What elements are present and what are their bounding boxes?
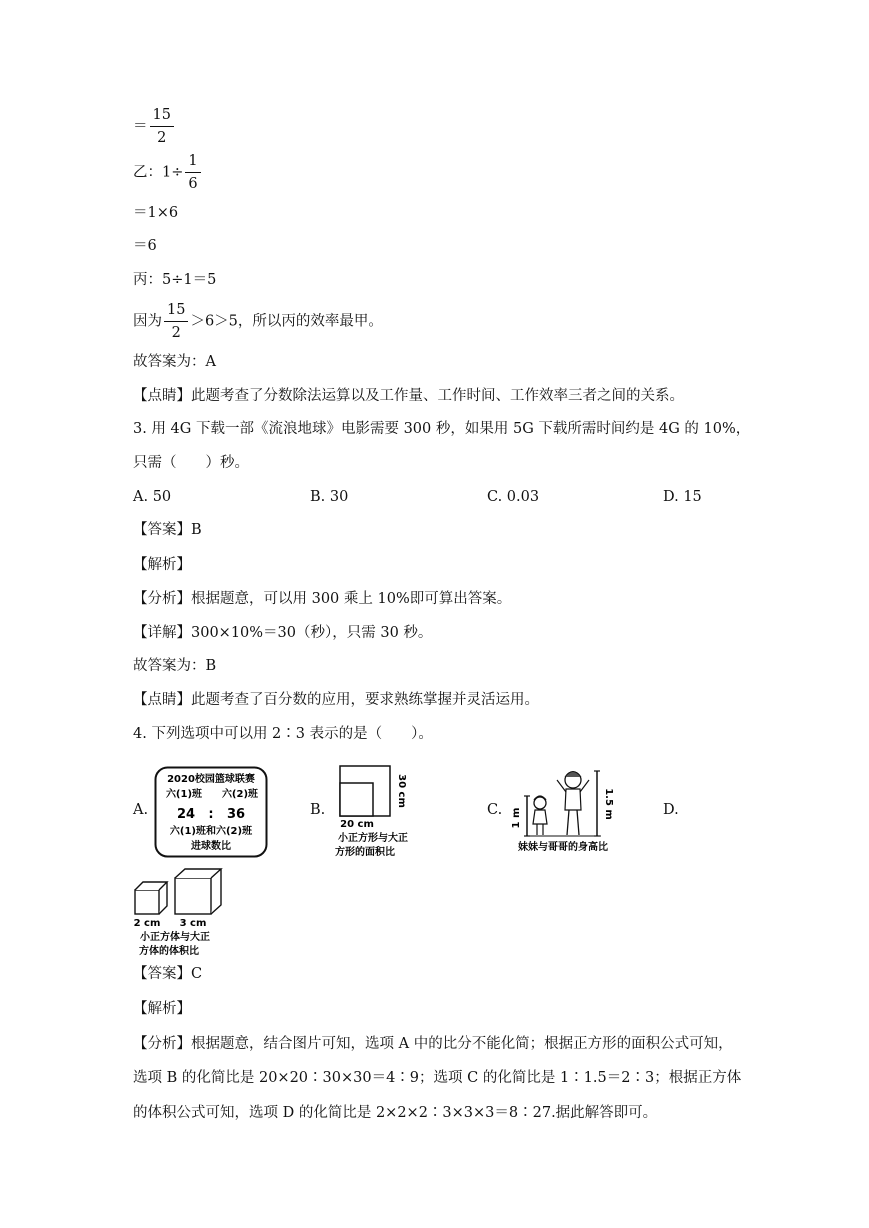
sister-height-label: 1 m <box>511 807 522 829</box>
q4-answer: 【答案】C <box>133 966 203 982</box>
q3-guda: 故答案为：B <box>133 658 217 674</box>
brother-height-label: 1.5 m <box>603 788 614 820</box>
equation-line-5: 丙：5÷1＝5 <box>133 272 217 288</box>
q3-dianjing: 【点睛】此题考查了百分数的应用，要求熟练掌握并灵活运用。 <box>133 692 539 708</box>
equation-line-4: ＝6 <box>133 238 157 254</box>
fraction-denominator: 2 <box>157 130 167 146</box>
fraction-denominator: 6 <box>188 176 198 192</box>
q4-stem: 4. 下列选项中可以用 2∶3 表示的是（ ）。 <box>133 726 433 742</box>
answer-line: 故答案为：A <box>133 354 216 370</box>
figure-b-squares <box>335 764 415 859</box>
large-cube-label: 3 cm <box>179 918 207 929</box>
q3-option-b: B. 30 <box>310 489 349 505</box>
q3-fenxi: 【分析】根据题意，可以用 300 乘上 10%即可算出答案。 <box>133 591 512 607</box>
small-cube <box>135 882 167 914</box>
q3-answer: 【答案】B <box>133 522 202 538</box>
figure-a-scoreboard <box>154 766 268 858</box>
q4-fenxi-line-3: 的体积公式可知，选项 D 的化简比是 2×2×2∶3×3×3＝8∶27.据此解答即可。 <box>133 1105 658 1121</box>
fraction-numerator: 15 <box>164 300 188 322</box>
q3-option-d: D. 15 <box>663 489 702 505</box>
square-bottom-label: 20 cm <box>340 819 374 830</box>
cube-caption-2: 方体的体积比 <box>139 946 199 957</box>
q4-option-b-label: B. <box>310 802 326 818</box>
q3-stem-line-1: 3. 用 4G 下载一部《流浪地球》电影需要 300 秒，如果用 5G 下载所需时间约是 4G 的 10%， <box>133 421 751 437</box>
fraction-15-over-2 <box>150 105 174 148</box>
fraction-denominator: 2 <box>171 325 181 341</box>
scoreboard-team2: 六(2)班 <box>221 789 259 800</box>
q4-option-c-label: C. <box>487 802 503 818</box>
scoreboard-score1: 24 <box>176 807 196 822</box>
fraction-numerator: 1 <box>185 151 200 173</box>
because-prefix: 因为 <box>133 313 162 330</box>
equation-line-2 <box>133 151 203 194</box>
q3-xiangjie: 【详解】300×10%＝30（秒），只需 30 秒。 <box>133 625 433 641</box>
comparison-suffix: ＞6＞5，所以丙的效率最甲。 <box>190 313 383 330</box>
dianjing-line: 【点睛】此题考查了分数除法运算以及工作量、工作时间、工作效率三者之间的关系。 <box>133 388 684 404</box>
scoreboard-team1: 六(1)班 <box>165 789 203 800</box>
large-cube <box>175 869 221 914</box>
small-cube-label: 2 cm <box>133 918 161 929</box>
scoreboard-line4: 进球数比 <box>191 841 231 852</box>
figure-d-cubes <box>133 866 228 958</box>
scoreboard-colon: : <box>208 807 214 822</box>
comparison-line <box>133 300 383 343</box>
heights-caption: 妹妹与哥哥的身高比 <box>518 842 608 853</box>
scoreboard-score2: 36 <box>226 807 246 822</box>
cube-caption-1: 小正方体与大正 <box>140 932 210 943</box>
equals-sign: ＝ <box>133 118 148 135</box>
q3-option-c: C. 0.03 <box>487 489 540 505</box>
q4-jiexi: 【解析】 <box>133 1001 191 1017</box>
fraction-1-over-6 <box>185 151 200 194</box>
equation-line-1 <box>133 105 176 148</box>
q4-fenxi-line-2: 选项 B 的化简比是 20×20∶30×30＝4∶9；选项 C 的化简比是 1∶1.5＝2∶3；根据正方体 <box>133 1070 742 1086</box>
scoreboard-line3: 六(1)班和六(2)班 <box>169 826 253 837</box>
equation-line-3: ＝1×6 <box>133 205 179 221</box>
q3-jiexi: 【解析】 <box>133 557 191 573</box>
q4-option-a-label: A. <box>133 802 149 818</box>
q4-option-d-label: D. <box>663 802 679 818</box>
q4-fenxi-line-1: 【分析】根据题意，结合图片可知，选项 A 中的比分不能化简；根据正方形的面积公式可知， <box>133 1036 733 1052</box>
square-side-label: 30 cm <box>396 774 407 808</box>
fraction-15-over-2 <box>164 300 188 343</box>
scoreboard-title: 2020校园篮球联赛 <box>167 774 255 785</box>
square-caption-2: 方形的面积比 <box>335 847 395 858</box>
q3-stem-line-2: 只需（ ）秒。 <box>133 455 249 471</box>
figure-c-heights <box>505 766 625 856</box>
square-caption-1: 小正方形与大正 <box>338 833 408 844</box>
brother-figure <box>557 772 589 836</box>
sister-figure <box>533 796 547 835</box>
yi-prefix: 乙：1÷ <box>133 164 184 181</box>
fraction-numerator: 15 <box>150 105 174 127</box>
q3-option-a: A. 50 <box>133 489 172 505</box>
